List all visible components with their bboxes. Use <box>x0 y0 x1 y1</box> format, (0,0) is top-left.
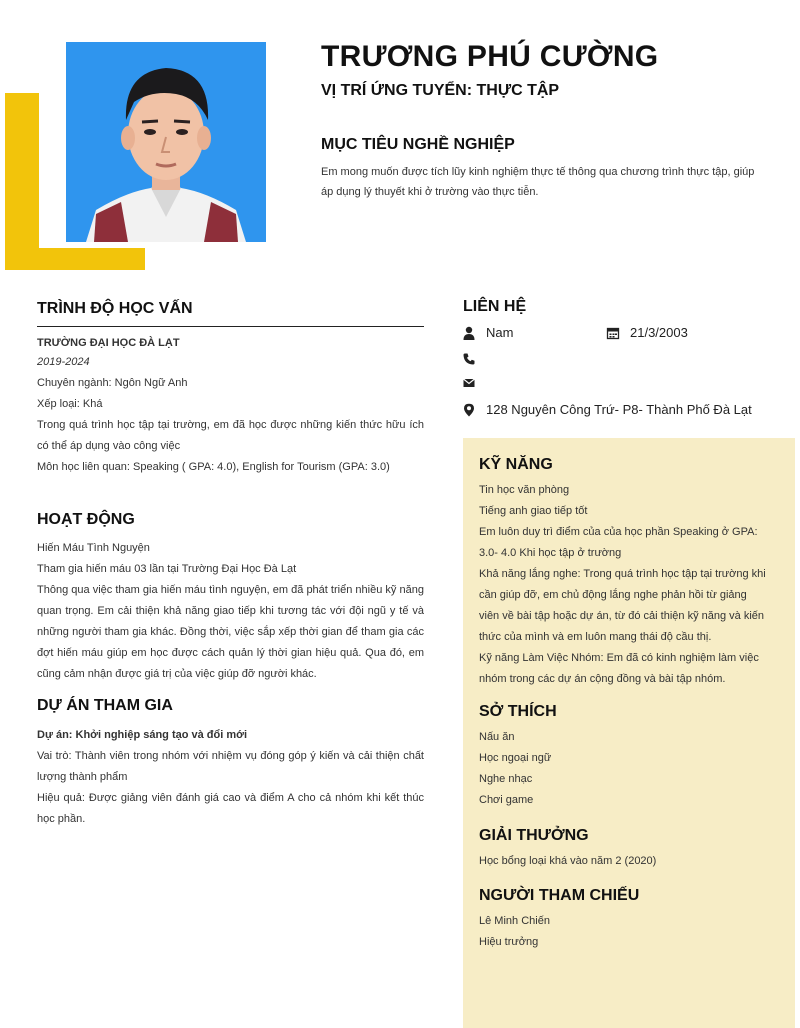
activity-name: Hiến Máu Tình Nguyện <box>37 542 150 554</box>
school-name: TRƯỜNG ĐẠI HỌC ĐÀ LẠT <box>37 337 180 349</box>
accent-bar-horizontal <box>5 248 145 270</box>
skill-item: Tin học văn phòng <box>479 484 570 496</box>
education-section <box>37 333 424 478</box>
applied-position: VỊ TRÍ ỨNG TUYỂN: THỰC TẬP <box>321 82 560 99</box>
references-section <box>479 887 769 953</box>
skills-title: KỸ NĂNG <box>479 456 553 473</box>
objective-text: Em mong muốn được tích lũy kinh nghiệm thực tế thông qua chương trình thực tập, giúp áp dụng lý thuyết khi ở trường vào thực tiễn. <box>321 166 755 198</box>
project-name: Dự án: Khởi nghiệp sáng tạo và đổi mới <box>37 729 248 741</box>
awards-section <box>479 827 769 872</box>
reference-role: Hiệu trưởng <box>479 936 539 948</box>
education-subjects: Môn học liên quan: Speaking ( GPA: 4.0), English for Tourism (GPA: 3.0) <box>37 461 390 473</box>
skill-item: Kỹ năng Làm Việc Nhóm: Em đã có kinh nghiệm làm việc nhóm trong các dự án cộng đồng và bài tập nhóm. <box>479 652 759 685</box>
activity-description: Thông qua việc tham gia hiến máu tình nguyện, em đã phát triển nhiều kỹ năng quan trọng. Em cải thiện khả năng giao tiếp khi tương tác với đội ngũ y tế và những người tham gia khác. Đồng thời, việc sắp xếp thời gian để tham gia các đợt hiến máu giúp em học được cách quản lý thời gian hiệu quả. Qua đó, em cũng cảm nhận được giá trị của việc giúp đỡ người khác. <box>37 584 424 680</box>
address-value: 128 Nguyên Công Trứ- P8- Thành Phố Đà Lạt <box>486 402 752 417</box>
dob-value: 21/3/2003 <box>630 325 688 340</box>
contact-phone <box>462 352 486 366</box>
project-result: Hiệu quả: Được giảng viên đánh giá cao và điểm A cho cả nhóm khi kết thúc học phần. <box>37 792 424 825</box>
location-pin-icon <box>462 403 476 417</box>
contact-gender <box>462 325 513 340</box>
education-description: Trong quá trình học tập tại trường, em đã học được những kiến thức hữu ích có thể áp dụng vào công việc <box>37 419 424 452</box>
contact-dob <box>606 325 688 340</box>
hobby-item: Nấu ăn <box>479 731 515 743</box>
skills-section <box>479 456 769 690</box>
awards-title: GIẢI THƯỞNG <box>479 827 589 844</box>
hobbies-section <box>479 703 769 811</box>
skill-item: Tiếng anh giao tiếp tốt <box>479 505 588 517</box>
project-role: Vai trò: Thành viên trong nhóm với nhiệm vụ đóng góp ý kiến và cải thiện chất lượng thành phẩm <box>37 750 424 783</box>
user-icon <box>462 326 476 340</box>
education-years: 2019-2024 <box>37 356 90 368</box>
projects-title: DỰ ÁN THAM GIA <box>37 697 173 714</box>
phone-icon <box>462 352 476 366</box>
activity-detail: Tham gia hiến máu 03 lần tại Trường Đại Học Đà Lạt <box>37 563 297 575</box>
gender-value: Nam <box>486 325 514 340</box>
accent-bar-vertical <box>5 93 39 270</box>
education-rank: Xếp loại: Khá <box>37 398 103 410</box>
hobby-item: Nghe nhạc <box>479 773 533 785</box>
skill-item: Em luôn duy trì điểm của của học phần Speaking ở GPA: 3.0- 4.0 Khi học tập ở trường <box>479 526 758 559</box>
profile-photo <box>66 42 266 242</box>
skill-item: Khả năng lắng nghe: Trong quá trình học tập tại trường khi cần giúp đỡ, em chủ động lắng nghe phản hồi từ giảng viên về bài tập hoặc dự án, từ đó cải thiện kỹ năng và kiến thức của mình và em luôn mang thái độ cầu thị. <box>479 568 766 643</box>
email-icon <box>462 376 476 390</box>
references-title: NGƯỜI THAM CHIẾU <box>479 887 640 904</box>
education-title: TRÌNH ĐỘ HỌC VẤN <box>37 300 193 317</box>
objective-title: MỤC TIÊU NGHỀ NGHIỆP <box>321 136 515 153</box>
activities-title: HOẠT ĐỘNG <box>37 511 135 528</box>
hobbies-title: SỞ THÍCH <box>479 703 557 720</box>
education-major: Chuyên ngành: Ngôn Ngữ Anh <box>37 377 188 389</box>
contact-address <box>462 402 752 417</box>
reference-name: Lê Minh Chiến <box>479 915 550 927</box>
candidate-name: TRƯƠNG PHÚ CƯỜNG <box>321 40 659 73</box>
calendar-icon <box>606 326 620 340</box>
contact-title: LIÊN HỆ <box>463 298 527 315</box>
projects-section <box>37 725 424 830</box>
contact-email <box>462 376 486 390</box>
education-divider <box>37 326 424 327</box>
hobby-item: Chơi game <box>479 794 534 806</box>
award-item: Học bổng loại khá vào năm 2 (2020) <box>479 855 657 867</box>
hobby-item: Học ngoại ngữ <box>479 752 552 764</box>
activities-section <box>37 538 424 685</box>
